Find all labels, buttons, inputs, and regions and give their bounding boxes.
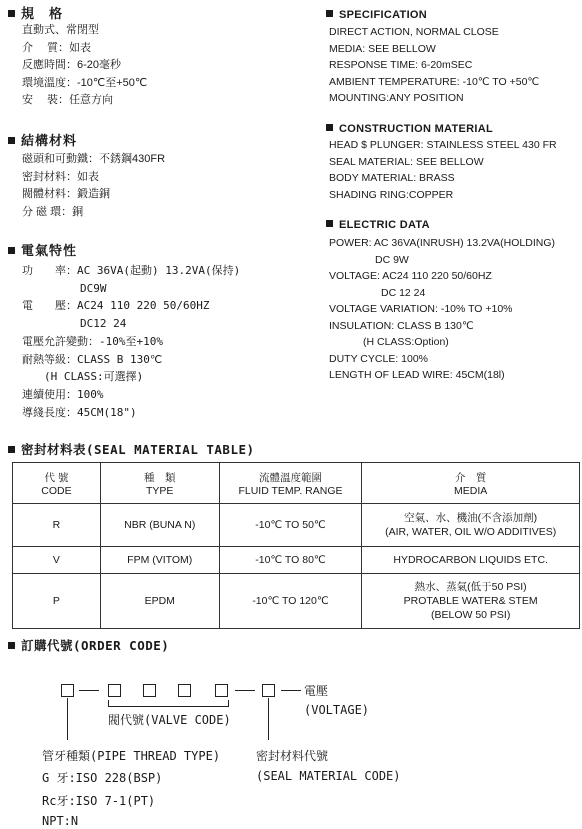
cell-temp: -10℃ TO 80℃ (219, 547, 362, 574)
valve-code-bracket-tick (108, 700, 109, 707)
list-item: (H CLASS:Option) (363, 336, 449, 348)
seal-material-table (12, 462, 580, 629)
separator-dash (281, 690, 301, 691)
thread-option: G 牙:ISO 228(BSP) (42, 771, 163, 785)
construction-zh-heading: 結構材料 (8, 130, 77, 149)
list-item: HEAD $ PLUNGER: STAINLESS STEEL 430 FR (329, 139, 557, 151)
table-row (13, 574, 580, 629)
list-item: 安 裝：任意方向 (22, 94, 114, 106)
list-item: (H CLASS:可選擇) (44, 370, 144, 384)
separator-dash (235, 690, 255, 691)
list-item: 磁頭和可動鐵：不銹鋼430FR (22, 153, 166, 165)
list-item: 閥體材料：鍛造銅 (22, 188, 110, 200)
list-item: MEDIA: SEE BELLOW (329, 42, 436, 55)
valve-code-box-2 (143, 684, 156, 697)
seal-code-box (262, 684, 275, 697)
electric-en-heading: ELECTRIC DATA (326, 219, 430, 231)
spec-zh-list (22, 22, 147, 110)
list-item: INSULATION: CLASS B 130℃ (329, 319, 474, 332)
list-item: 電 壓：AC24 110 220 50/60HZ (22, 299, 210, 313)
header-code: 代 號 CODE (13, 463, 101, 504)
cell-media: 熱水、蒸氣(低于50 PSI) PROTABLE WATER& STEM (BELOW 50 PSI) (362, 574, 580, 629)
cell-temp: -10℃ TO 50℃ (219, 504, 362, 547)
list-item: SHADING RING:COPPER (329, 188, 454, 201)
list-item: VOLTAGE: AC24 110 220 50/60HZ (329, 270, 492, 282)
bullet-square-icon (8, 10, 15, 17)
seal-code-label-en: (SEAL MATERIAL CODE) (256, 769, 401, 783)
valve-code-bracket (108, 706, 229, 707)
list-item: 連續使用：100% (22, 387, 104, 401)
valve-code-box-1 (108, 684, 121, 697)
cell-temp: -10℃ TO 120℃ (219, 574, 362, 629)
list-item: 直動式、常閉型 (22, 24, 99, 36)
list-item: 功 率：AC 36VA(起動) 13.2VA(保持) (22, 264, 241, 277)
electric-zh-heading: 電氣特性 (8, 240, 77, 259)
header-media: 介 質 MEDIA (362, 463, 580, 504)
list-item: LENGTH OF LEAD WIRE: 45CM(18l) (329, 369, 505, 381)
separator-dash (79, 690, 99, 691)
bullet-square-icon (326, 220, 333, 227)
seal-code-label-zh: 密封材料代號 (256, 749, 329, 763)
list-item: AMBIENT TEMPERATURE: -10℃ TO +50℃ (329, 75, 540, 88)
seal-code-leader (268, 698, 269, 740)
spec-en-heading: SPECIFICATION (326, 9, 427, 21)
valve-code-box-4 (215, 684, 228, 697)
list-item: DC 12 24 (381, 286, 426, 299)
seal-table-heading: 密封材料表(SEAL MATERIAL TABLE) (8, 440, 255, 458)
list-item: 反應時間：6-20毫秒 (22, 59, 122, 71)
thread-code-box (61, 684, 74, 697)
valve-code-box-3 (178, 684, 191, 697)
construction-zh-list (22, 151, 165, 221)
construction-en-list (329, 137, 557, 203)
list-item: 密封材料：如表 (22, 170, 99, 183)
spec-en-list (329, 24, 539, 107)
list-item: DC9W (80, 281, 107, 295)
list-item: 導綫長度：45CM(18") (22, 405, 137, 419)
electric-en-list (329, 235, 555, 384)
construction-en-heading: CONSTRUCTION MATERIAL (326, 123, 493, 135)
bullet-square-icon (8, 642, 15, 649)
bullet-square-icon (8, 137, 15, 144)
table-row (13, 504, 580, 547)
list-item: VOLTAGE VARIATION: -10% TO +10% (329, 303, 513, 315)
header-temp: 流體溫度範圍 FLUID TEMP. RANGE (219, 463, 362, 504)
cell-type: FPM (VITOM) (100, 547, 219, 574)
list-item: 電壓允許變動：-10%至+10% (22, 334, 163, 348)
table-header-row (13, 463, 580, 504)
spec-zh-heading: 規 格 (8, 3, 63, 22)
voltage-label-en: (VOLTAGE) (304, 703, 370, 717)
list-item: DUTY CYCLE: 100% (329, 352, 429, 365)
table-row (13, 547, 580, 574)
bullet-square-icon (326, 124, 333, 131)
header-type: 種 類 TYPE (100, 463, 219, 504)
bullet-square-icon (8, 247, 15, 254)
list-item: DC12 24 (80, 317, 127, 331)
thread-option: Rc牙:ISO 7-1(PT) (42, 794, 156, 808)
voltage-label-zh: 電壓 (304, 684, 329, 698)
bullet-square-icon (8, 446, 15, 453)
list-item: RESPONSE TIME: 6-20mSEC (329, 59, 473, 71)
cell-type: EPDM (100, 574, 219, 629)
list-item: 分 磁 環：銅 (22, 205, 84, 218)
list-item: POWER: AC 36VA(INRUSH) 13.2VA(HOLDING) (329, 237, 555, 249)
pipe-thread-label: 管牙種類(PIPE THREAD TYPE) (42, 749, 221, 763)
list-item: DIRECT ACTION, NORMAL CLOSE (329, 26, 499, 38)
list-item: DC 9W (375, 253, 409, 266)
valve-code-bracket-tick (228, 700, 229, 707)
list-item: BODY MATERIAL: BRASS (329, 172, 455, 184)
valve-code-label: 閥代號(VALVE CODE) (108, 713, 231, 727)
thread-code-leader (67, 698, 68, 740)
cell-code: P (13, 574, 101, 629)
cell-media: HYDROCARBON LIQUIDS ETC. (362, 547, 580, 574)
thread-option: NPT:N (42, 814, 79, 828)
electric-zh-list (22, 262, 240, 421)
list-item: MOUNTING:ANY POSITION (329, 92, 464, 104)
cell-code: R (13, 504, 101, 547)
bullet-square-icon (326, 10, 333, 17)
order-code-heading: 訂購代號(ORDER CODE) (8, 636, 169, 654)
cell-type: NBR (BUNA N) (100, 504, 219, 547)
list-item: 耐熱等級：CLASS B 130℃ (22, 352, 163, 366)
cell-code: V (13, 547, 101, 574)
list-item: 介 質：如表 (22, 41, 92, 54)
list-item: SEAL MATERIAL: SEE BELLOW (329, 155, 484, 168)
cell-media: 空氣、水、機油(不含添加劑) (AIR, WATER, OIL W/O ADDITIVES) (362, 504, 580, 547)
list-item: 環境溫度：-10℃至+50℃ (22, 76, 148, 89)
